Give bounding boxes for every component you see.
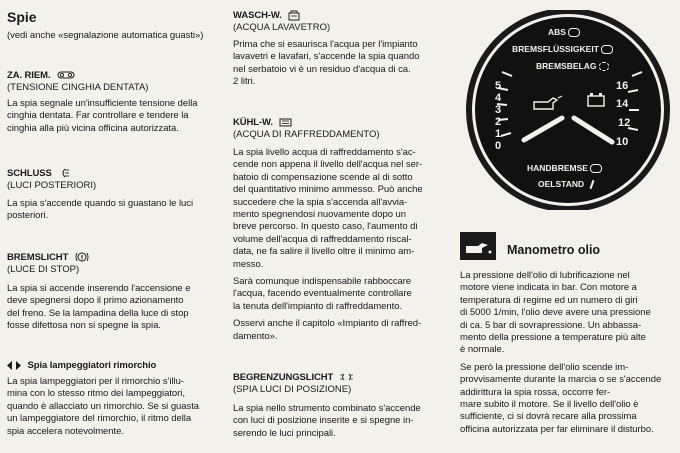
- coolant-icon: [279, 118, 292, 127]
- body-line: cinghia alla più vicina officina autorizzata.: [7, 122, 179, 134]
- section-heading: [233, 372, 446, 384]
- brake-fluid-icon: [601, 45, 613, 54]
- section-bremslicht: [7, 252, 222, 333]
- body-line: La spia s'accende quando si guastano le luci: [7, 198, 194, 209]
- body-line: volume dell'acqua di raffreddamento riscal-: [233, 233, 412, 245]
- svg-text:!: !: [80, 254, 84, 262]
- body-line: deve spegnersi dopo il primo azionamento: [7, 295, 184, 307]
- section-subtitle: (LUCE DI STOP): [7, 264, 80, 275]
- abs-icon: [568, 28, 580, 37]
- body-line: La spia lampeggiatori per il rimorchio s'illu-: [7, 376, 184, 387]
- body-line: La spia nello strumento combinato s'accende: [233, 403, 421, 414]
- right-column-text: [460, 270, 674, 436]
- body-line: succedere che la spia s'accenda all'avvia-: [233, 196, 408, 208]
- body-line: di ca. 5 bar di sovrapressione. Un abbassa-: [460, 319, 642, 331]
- scale-number: 2: [495, 116, 502, 128]
- body-line: addirittura la spia rossa, occorre fer-: [460, 386, 611, 398]
- section-schluss: [7, 168, 222, 223]
- body-line: La pressione dell'olio di lubrificazione nel: [460, 270, 630, 281]
- gauge-right-scale-10: 10: [616, 136, 629, 148]
- body-line: Osservi anche il capitolo «Impianto di raffred-: [233, 318, 422, 330]
- gauge-left-scale: [495, 80, 509, 152]
- body-line: nel serbatoio vi è un residuo d'acqua di ca.: [233, 63, 411, 75]
- section-heading: [7, 168, 222, 180]
- body-line: posteriori.: [7, 210, 49, 222]
- heading-text: BREMSLICHT: [7, 252, 69, 263]
- heading-text: Spia lampeggiatori rimorchio: [27, 360, 157, 371]
- section-heading: [7, 360, 222, 372]
- gauge-brake-pad-label: [536, 61, 609, 71]
- gauge-brake-fluid-text: BREMSFLÜSSIGKEIT: [512, 44, 599, 54]
- section-body: [233, 318, 446, 343]
- body-line: fosse difettosa non si spegne la spia.: [7, 320, 161, 332]
- scale-number: 3: [495, 104, 502, 116]
- section-heading: [233, 117, 446, 129]
- gauge-right-scale-12: 12: [618, 117, 631, 129]
- section-body: [7, 198, 222, 223]
- body-line: La spia segnale un'insufficiente tensione della: [7, 98, 198, 109]
- heading-text: SCHLUSS: [7, 168, 52, 179]
- body-line: cende non appena il livello dell'acqua nel ser-: [233, 159, 423, 171]
- section-subtitle: (TENSIONE CINGHIA DENTATA): [7, 82, 149, 93]
- body-line: damento».: [233, 330, 278, 342]
- section-kuhl: [233, 117, 446, 343]
- body-line: con luci di posizione inserite e si spegne in-: [233, 415, 414, 427]
- body-line: del freno. Se la lampadina della luce di stop: [7, 307, 189, 319]
- body-line: quando è allacciato un rimorchio. Se si guasta: [7, 400, 200, 412]
- body-line: cinghia dentata. Far controllare e tendere la: [7, 110, 189, 122]
- body-line: di 5000 1/min, l'olio deve avere una pressione: [460, 307, 651, 319]
- scale-number: 5: [495, 80, 502, 92]
- handbrake-icon: [590, 164, 602, 173]
- body-line: officina autorizzata per far eliminare il disturbo.: [460, 423, 654, 435]
- section-wasch: [233, 10, 446, 89]
- body-line: temperatura di regime ed un numero di giri: [460, 294, 638, 306]
- gauge-abs-label: [548, 27, 580, 37]
- section-body: [460, 362, 674, 436]
- page-note: (vedi anche «segnalazione automatica guasti»): [7, 30, 204, 41]
- section-za-riem: [7, 70, 222, 135]
- section-body: [7, 98, 222, 135]
- gauge-right-scale-16: 16: [616, 80, 629, 92]
- gauge-oil-level-text: OELSTAND: [538, 179, 585, 189]
- position-light-icon: [340, 373, 353, 381]
- section-subtitle: (LUCI POSTERIORI): [7, 180, 97, 191]
- section-subtitle: (ACQUA DI RAFFREDDAMENTO): [233, 129, 380, 140]
- timing-belt-icon: [57, 71, 75, 79]
- body-line: l'acqua, facendo eventualmente controllare: [233, 288, 412, 300]
- instrument-cluster-gauge: [462, 10, 674, 210]
- section-subtitle: (SPIA LUCI DI POSIZIONE): [233, 384, 352, 395]
- brake-pad-icon: [599, 62, 609, 71]
- gauge-handbrake-text: HANDBREMSE: [527, 163, 588, 173]
- body-line: è normale.: [460, 344, 505, 356]
- gauge-right-scale-14: 14: [616, 98, 629, 110]
- section-heading: [233, 10, 446, 22]
- body-line: messo.: [233, 258, 264, 270]
- gauge-oil-level-label: [538, 179, 593, 189]
- body-line: data, ne fa salire il livello oltre il minimo am-: [233, 246, 415, 258]
- section-body: [233, 403, 446, 440]
- heading-text: WASCH-W.: [233, 10, 282, 22]
- washer-fluid-icon: [288, 10, 300, 21]
- body-line: breve percorso. In questo caso, l'aumento di: [233, 221, 418, 233]
- body-line: Prima che si esaurisca l'acqua per l'impianto: [233, 39, 418, 51]
- body-line: serendo le luci principali.: [233, 427, 336, 439]
- body-line: mare subito il motore. Se il livello dell'olio è: [460, 399, 639, 411]
- manometro-title: Manometro olio: [507, 243, 601, 257]
- scale-number: 4: [495, 92, 502, 104]
- section-manometro-heading: [460, 232, 674, 262]
- gauge-abs-text: ABS: [548, 27, 566, 37]
- body-line: del quantitativo minimo ammesso. Può anche: [233, 184, 423, 196]
- body-line: motore viene indicata in bar. Con motore a: [460, 282, 637, 294]
- body-line: Sarà comunque indispensabile rabboccare: [233, 276, 412, 288]
- gauge-handbrake-label: [527, 163, 602, 173]
- section-heading: [7, 70, 222, 82]
- section-body: [460, 270, 674, 357]
- section-body: [233, 39, 446, 89]
- section-heading: [7, 252, 222, 264]
- body-line: La spia si accende inserendo l'accensione e: [7, 283, 191, 294]
- body-line: mina con lo stesso ritmo dei lampeggiatori,: [7, 388, 185, 400]
- body-line: la tenuta dell'impianto di raffreddamento.: [233, 300, 403, 312]
- section-rimorchio: [7, 360, 222, 438]
- body-line: spia accelera notevolmente.: [7, 425, 124, 437]
- gauge-brake-pad-text: BREMSBELAG: [536, 61, 597, 71]
- section-subtitle: (ACQUA LAVAVETRO): [233, 22, 331, 34]
- brake-light-icon: [75, 252, 89, 262]
- body-line: un lampeggiatore del rimorchio, il ritmo della: [7, 413, 192, 425]
- trailer-indicator-icon: [7, 361, 21, 370]
- body-line: Se però la pressione dell'olio scende im-: [460, 361, 629, 373]
- heading-text: ZA. RIEM.: [7, 70, 51, 81]
- body-line: batoio di compensazione scende al di sotto: [233, 171, 413, 183]
- section-body: [233, 147, 446, 271]
- body-line: mento spegnendosi nuovamente dopo un: [233, 209, 407, 221]
- oil-pressure-icon: [460, 232, 496, 260]
- scale-number: 1: [495, 128, 502, 140]
- page-title: Spie: [7, 9, 37, 25]
- rear-light-icon: [58, 168, 70, 178]
- body-line: mento della pressione a temperature più alte: [460, 332, 646, 344]
- body-line: La spia livello acqua di raffreddamento s'ac-: [233, 147, 416, 158]
- heading-text: KÜHL-W.: [233, 117, 273, 128]
- section-body: [7, 376, 222, 438]
- section-body: [7, 283, 222, 333]
- gauge-brake-fluid-label: [512, 44, 613, 54]
- body-line: provvisamente durante la marcia o se s'accende: [460, 374, 662, 386]
- section-body: [233, 276, 446, 313]
- heading-text: BEGRENZUNGSLICHT: [233, 372, 334, 383]
- body-line: 2 litri.: [233, 76, 256, 88]
- body-line: sufficiente, ci si dovrà recare alla prossima: [460, 411, 637, 423]
- body-line: lavavetri e lavafari, s'accende la spia quando: [233, 51, 420, 63]
- scale-number: 0: [495, 140, 502, 152]
- section-begrenzung: [233, 372, 446, 440]
